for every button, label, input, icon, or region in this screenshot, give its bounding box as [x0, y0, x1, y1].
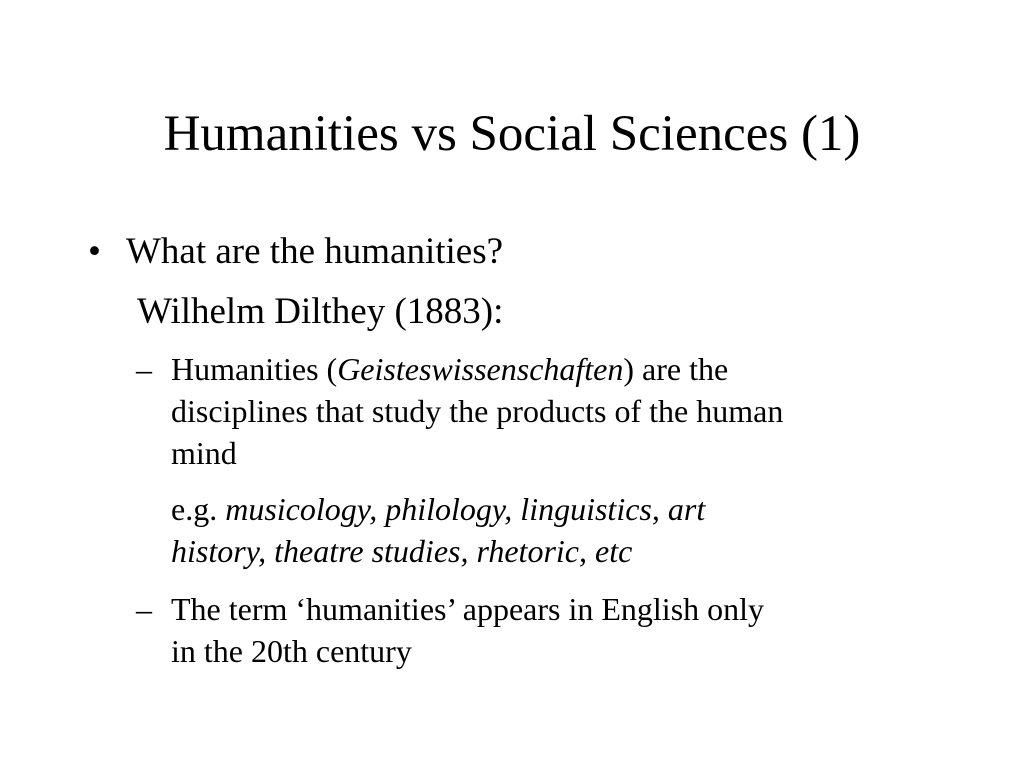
- definition-line-2: disciplines that study the products of the human: [171, 393, 784, 429]
- examples-block: [171, 488, 705, 572]
- definition-line-1-after: ) are the: [623, 351, 729, 387]
- bullet-text: What are the humanities?: [126, 231, 504, 272]
- examples-list-part-1: musicology, philology, linguistics, art: [225, 491, 706, 527]
- slide-title: Humanities vs Social Sciences (1): [163, 106, 861, 162]
- term-history-line-1: The term ‘humanities’ appears in English only: [171, 591, 765, 627]
- dilthey-reference: Wilhelm Dilthey (1883):: [137, 291, 504, 332]
- examples-line-1: [171, 488, 705, 530]
- definition-line-3: mind: [171, 435, 237, 471]
- dash-item-body: [171, 588, 951, 672]
- term-history-line-2: in the 20th century: [171, 633, 412, 669]
- dash-item-body: [171, 348, 951, 474]
- examples-line-2: [171, 530, 705, 572]
- dash-marker: –: [136, 591, 152, 627]
- dash-marker: –: [136, 351, 152, 387]
- examples-list-part-2: history, theatre studies, rhetoric, etc: [171, 533, 633, 569]
- definition-line-1-before: Humanities (: [171, 351, 338, 387]
- examples-prefix: e.g.: [171, 491, 226, 527]
- bullet-dot: •: [88, 231, 101, 272]
- definition-line-1: [171, 348, 951, 390]
- geisteswissenschaften-term: Geisteswissenschaften: [337, 351, 624, 387]
